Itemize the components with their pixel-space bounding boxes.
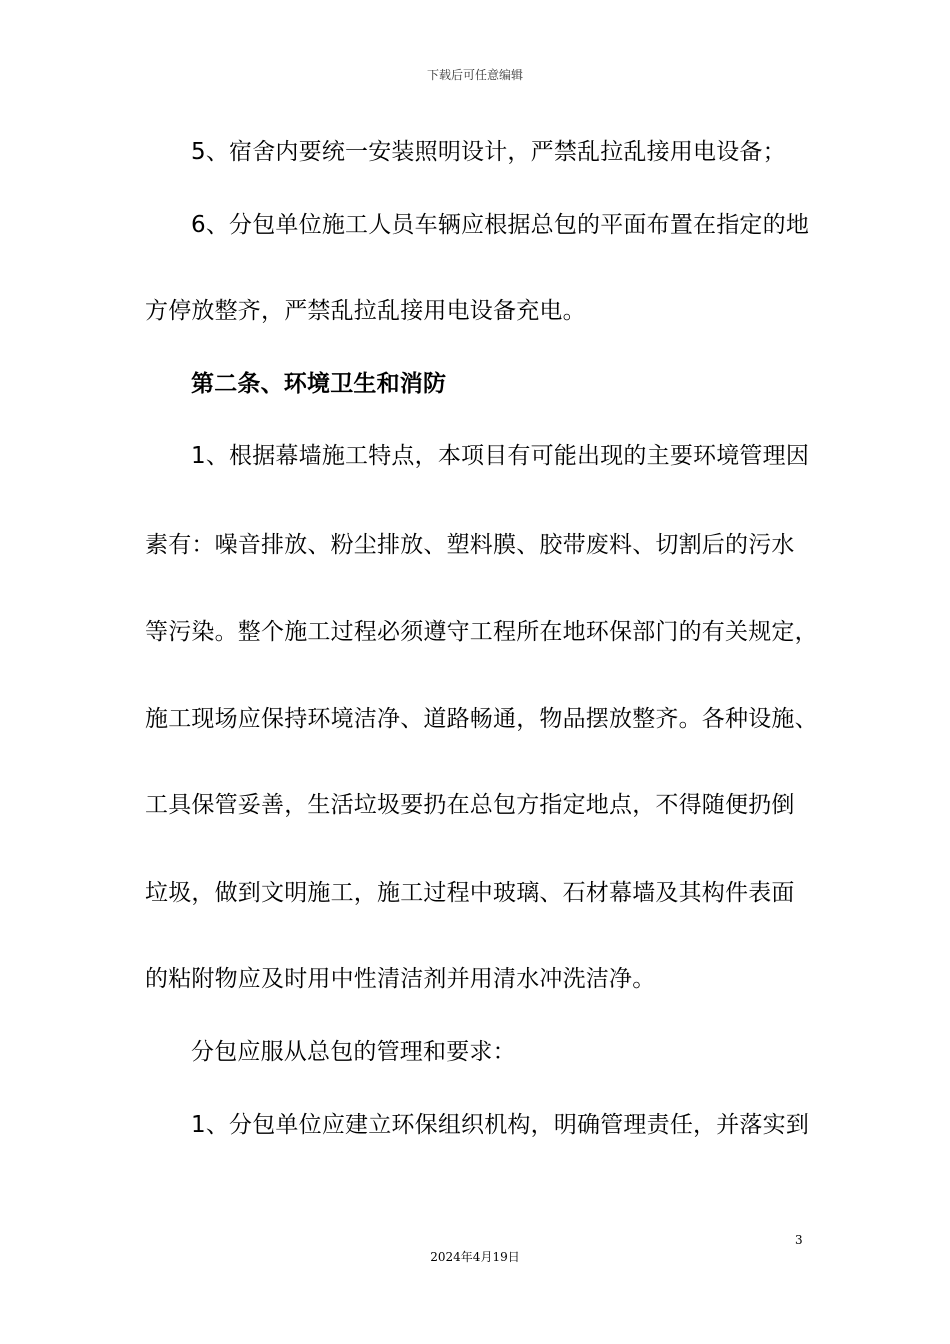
- footer-date: 2024年4月19日: [430, 1250, 520, 1264]
- body-line-site-clean: 施工现场应保持环境洁净、道路畅通，物品摆放整齐。各种设施、: [145, 706, 818, 732]
- body-line-dorm-lighting: 5、宿舍内要统一安装照明设计，严禁乱拉乱接用电设备；: [191, 139, 786, 165]
- page-header: 下载后可任意编辑: [426, 68, 523, 82]
- body-line-civilized: 垃圾，做到文明施工，施工过程中玻璃、石材幕墙及其构件表面: [145, 880, 795, 906]
- body-line-garbage: 工具保管妥善，生活垃圾要扔在总包方指定地点，不得随便扔倒: [145, 792, 795, 818]
- body-line-subcontract: 分包应服从总包的管理和要求：: [191, 1039, 516, 1065]
- body-line-env-org: 1、分包单位应建立环保组织机构，明确管理责任，并落实到: [191, 1112, 810, 1138]
- section-heading: 第二条、环境卫生和消防: [191, 371, 447, 397]
- body-line-env-factors-cont: 素有：噪音排放、粉尘排放、塑料膜、胶带废料、切割后的污水: [145, 532, 795, 558]
- body-line-parking-cont: 方停放整齐，严禁乱拉乱接用电设备充电。: [145, 298, 586, 324]
- body-line-vehicle-parking: 6、分包单位施工人员车辆应根据总包的平面布置在指定的地: [191, 212, 810, 238]
- body-line-env-factors: 1、根据幕墙施工特点，本项目有可能出现的主要环境管理因: [191, 443, 810, 469]
- page-number: 3: [795, 1233, 803, 1247]
- body-line-regulations: 等污染。整个施工过程必须遵守工程所在地环保部门的有关规定，: [145, 619, 818, 645]
- body-line-cleaning: 的粘附物应及时用中性清洁剂并用清水冲洗洁净。: [145, 966, 656, 992]
